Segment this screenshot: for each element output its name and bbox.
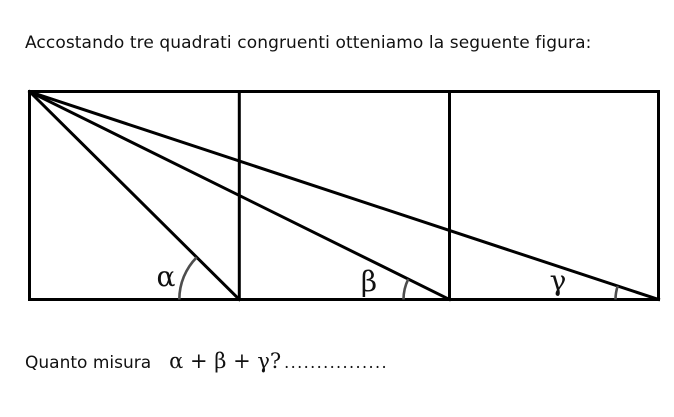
diagonal-alpha — [30, 92, 240, 300]
angle-label-gamma: γ — [549, 264, 567, 297]
angle-label-alpha: α — [156, 260, 176, 293]
angle-arc-alpha — [179, 257, 196, 299]
question-line — [25, 349, 388, 373]
answer-blank-dots: ................ — [284, 353, 388, 372]
question-expression: α + β + γ? — [169, 349, 282, 373]
angle-arc-gamma — [616, 286, 618, 300]
question-prefix: Quanto misura — [25, 353, 152, 373]
angle-label-beta: β — [360, 265, 378, 298]
intro-text: Accostando tre quadrati congruenti otteniamo la seguente figura: — [25, 33, 592, 53]
angle-arc-beta — [404, 279, 409, 299]
